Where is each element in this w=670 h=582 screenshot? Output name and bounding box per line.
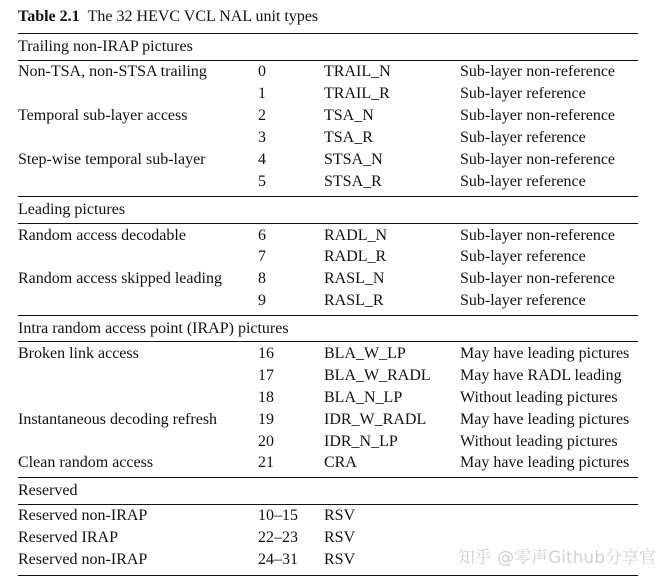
table-row: [0, 107, 670, 129]
row-description: Clean random access: [18, 454, 154, 471]
row-type-number: 24–31: [258, 551, 298, 568]
section-heading: Leading pictures: [18, 201, 126, 218]
row-type-name: TSA_R: [324, 129, 373, 146]
row-type-number: 10–15: [258, 507, 298, 524]
table-caption: [18, 8, 318, 26]
row-type-number: 7: [258, 248, 266, 265]
row-description: Random access decodable: [18, 227, 186, 244]
row-note: Sub-layer reference: [460, 85, 586, 102]
row-description: Step-wise temporal sub-layer: [18, 151, 206, 168]
table-row: [0, 270, 670, 292]
table-row: [0, 292, 670, 314]
row-note: May have leading pictures: [460, 345, 630, 362]
row-type-name: RADL_R: [324, 248, 387, 265]
table-row: [0, 345, 670, 367]
row-note: Sub-layer reference: [460, 173, 586, 190]
section-rule: [18, 341, 638, 342]
row-type-number: 22–23: [258, 529, 298, 546]
row-type-name: CRA: [324, 454, 357, 471]
section-divider: [18, 315, 638, 316]
table-row: [0, 367, 670, 389]
table-row: [0, 507, 670, 529]
section-rule: [18, 223, 638, 224]
table-number: Table 2.1: [18, 8, 80, 25]
section-heading: Intra random access point (IRAP) pictures: [18, 320, 289, 337]
row-type-number: 4: [258, 151, 266, 168]
table-row: [0, 129, 670, 151]
row-note: Sub-layer non-reference: [460, 107, 616, 124]
row-description: Non-TSA, non-STSA trailing: [18, 63, 207, 80]
row-note: Sub-layer non-reference: [460, 270, 616, 287]
row-note: Sub-layer reference: [460, 292, 586, 309]
row-type-number: 17: [258, 367, 274, 384]
table-row: [0, 248, 670, 270]
row-type-name: TRAIL_R: [324, 85, 390, 102]
row-type-name: IDR_N_LP: [324, 433, 398, 450]
row-note: Sub-layer non-reference: [460, 151, 616, 168]
row-description: Temporal sub-layer access: [18, 107, 188, 124]
row-note: Without leading pictures: [460, 433, 618, 450]
row-type-number: 19: [258, 411, 274, 428]
section-divider: [18, 196, 638, 197]
row-type-name: RSV: [324, 529, 356, 546]
row-type-number: 6: [258, 227, 266, 244]
row-note: May have RADL leading: [460, 367, 622, 384]
row-type-number: 2: [258, 107, 266, 124]
row-description: Reserved IRAP: [18, 529, 118, 546]
watermark: 知乎 @零声Github分享官: [457, 548, 656, 568]
row-type-number: 16: [258, 345, 274, 362]
row-type-name: TSA_N: [324, 107, 374, 124]
row-type-number: 21: [258, 454, 274, 471]
table-row: [0, 151, 670, 173]
row-type-name: RASL_R: [324, 292, 384, 309]
row-note: Sub-layer non-reference: [460, 227, 616, 244]
row-description: Reserved non-IRAP: [18, 507, 148, 524]
row-type-name: RADL_N: [324, 227, 388, 244]
row-type-number: 8: [258, 270, 266, 287]
row-type-number: 20: [258, 433, 274, 450]
row-type-name: BLA_W_LP: [324, 345, 406, 362]
top-rule: [18, 33, 638, 34]
row-type-name: TRAIL_N: [324, 63, 391, 80]
row-type-number: 18: [258, 389, 274, 406]
section-rule: [18, 60, 638, 61]
row-note: Sub-layer non-reference: [460, 63, 616, 80]
section-heading: Trailing non-IRAP pictures: [18, 38, 193, 55]
table-row: [0, 85, 670, 107]
row-type-number: 9: [258, 292, 266, 309]
table-row: [0, 227, 670, 249]
row-type-name: RSV: [324, 551, 356, 568]
row-type-name: BLA_W_RADL: [324, 367, 431, 384]
table-row: [0, 433, 670, 455]
row-description: Broken link access: [18, 345, 139, 362]
row-type-name: RASL_N: [324, 270, 385, 287]
row-type-name: STSA_N: [324, 151, 383, 168]
row-type-number: 1: [258, 85, 266, 102]
row-note: May have leading pictures: [460, 411, 630, 428]
row-type-number: 3: [258, 129, 266, 146]
row-description: Instantaneous decoding refresh: [18, 411, 218, 428]
row-note: Sub-layer reference: [460, 248, 586, 265]
table-row: [0, 63, 670, 85]
table-row: [0, 389, 670, 411]
table-row: [0, 411, 670, 433]
section-divider: [18, 477, 638, 478]
table-row: [0, 454, 670, 476]
row-type-number: 5: [258, 173, 266, 190]
row-description: Random access skipped leading: [18, 270, 222, 287]
bottom-rule: [18, 575, 638, 576]
row-note: May have leading pictures: [460, 454, 630, 471]
row-type-name: RSV: [324, 507, 356, 524]
row-type-name: IDR_W_RADL: [324, 411, 427, 428]
section-heading: Reserved: [18, 482, 78, 499]
section-rule: [18, 504, 638, 505]
row-note: Sub-layer reference: [460, 129, 586, 146]
row-description: Reserved non-IRAP: [18, 551, 148, 568]
row-type-name: STSA_R: [324, 173, 382, 190]
row-type-number: 0: [258, 63, 266, 80]
row-note: Without leading pictures: [460, 389, 618, 406]
table-row: [0, 173, 670, 195]
table-title: The 32 HEVC VCL NAL unit types: [87, 8, 319, 25]
row-type-name: BLA_N_LP: [324, 389, 403, 406]
